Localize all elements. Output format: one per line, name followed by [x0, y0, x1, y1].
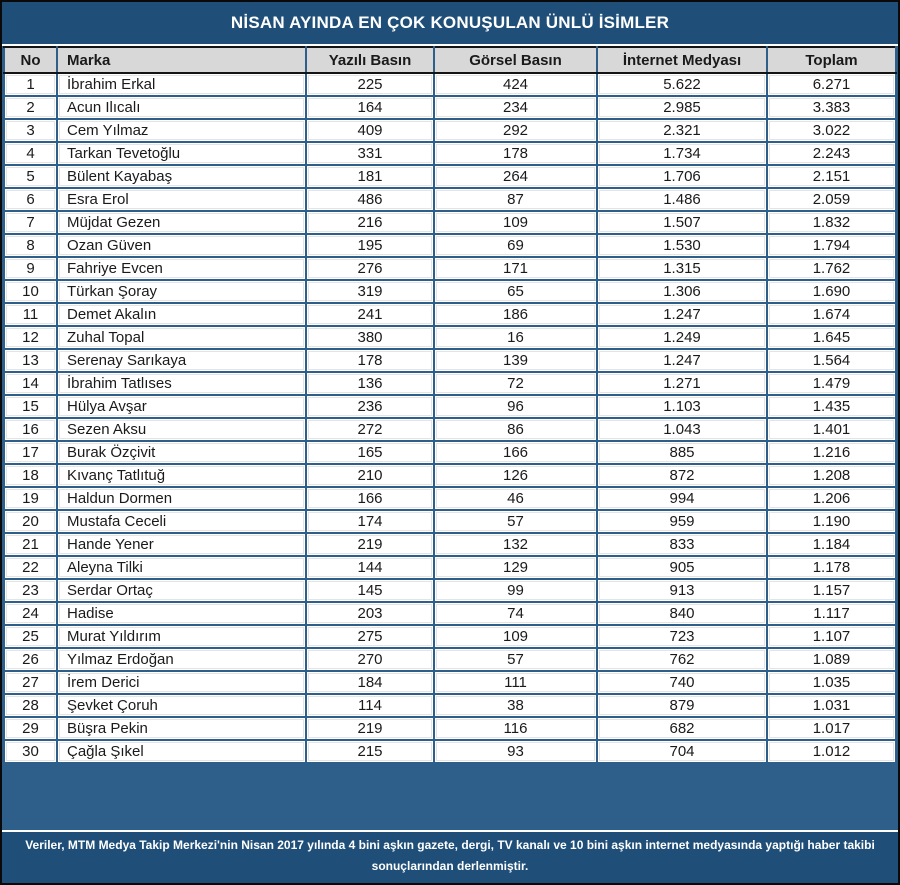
row-number-cell: 7 [4, 211, 57, 234]
table-row [4, 142, 896, 165]
table-row [4, 602, 896, 625]
value-cell: 2.985 [597, 96, 767, 119]
row-number-cell: 13 [4, 349, 57, 372]
table-row [4, 257, 896, 280]
header-row [4, 47, 896, 73]
value-cell: 219 [306, 717, 434, 740]
value-cell: 1.832 [767, 211, 896, 234]
value-cell: 171 [434, 257, 597, 280]
table-row [4, 211, 896, 234]
value-cell: 1.435 [767, 395, 896, 418]
column-header: Marka [57, 47, 306, 73]
table-row [4, 579, 896, 602]
table-row [4, 487, 896, 510]
value-cell: 2.059 [767, 188, 896, 211]
row-number-cell: 30 [4, 740, 57, 763]
value-cell: 275 [306, 625, 434, 648]
value-cell: 1.035 [767, 671, 896, 694]
row-number-cell: 15 [4, 395, 57, 418]
value-cell: 723 [597, 625, 767, 648]
value-cell: 184 [306, 671, 434, 694]
value-cell: 178 [434, 142, 597, 165]
value-cell: 272 [306, 418, 434, 441]
value-cell: 1.530 [597, 234, 767, 257]
name-cell: Tarkan Tevetoğlu [57, 142, 306, 165]
row-number-cell: 12 [4, 326, 57, 349]
value-cell: 486 [306, 188, 434, 211]
value-cell: 16 [434, 326, 597, 349]
table-row [4, 510, 896, 533]
value-cell: 1.247 [597, 349, 767, 372]
value-cell: 144 [306, 556, 434, 579]
table-row [4, 188, 896, 211]
table-row [4, 349, 896, 372]
value-cell: 96 [434, 395, 597, 418]
name-cell: Esra Erol [57, 188, 306, 211]
value-cell: 1.794 [767, 234, 896, 257]
value-cell: 1.706 [597, 165, 767, 188]
value-cell: 195 [306, 234, 434, 257]
value-cell: 905 [597, 556, 767, 579]
value-cell: 210 [306, 464, 434, 487]
title-bar [2, 2, 898, 46]
name-cell: Sezen Aksu [57, 418, 306, 441]
value-cell: 74 [434, 602, 597, 625]
table-row [4, 740, 896, 763]
row-number-cell: 3 [4, 119, 57, 142]
table-row [4, 418, 896, 441]
name-cell: Hadise [57, 602, 306, 625]
value-cell: 885 [597, 441, 767, 464]
row-number-cell: 5 [4, 165, 57, 188]
column-header: İnternet Medyası [597, 47, 767, 73]
name-cell: İbrahim Tatlıses [57, 372, 306, 395]
value-cell: 1.315 [597, 257, 767, 280]
value-cell: 186 [434, 303, 597, 326]
row-number-cell: 22 [4, 556, 57, 579]
value-cell: 1.247 [597, 303, 767, 326]
value-cell: 116 [434, 717, 597, 740]
name-cell: Hülya Avşar [57, 395, 306, 418]
row-number-cell: 20 [4, 510, 57, 533]
celebrity-mentions-table [3, 46, 897, 764]
value-cell: 1.734 [597, 142, 767, 165]
value-cell: 1.103 [597, 395, 767, 418]
name-cell: Müjdat Gezen [57, 211, 306, 234]
value-cell: 132 [434, 533, 597, 556]
name-cell: Ozan Güven [57, 234, 306, 257]
value-cell: 1.507 [597, 211, 767, 234]
value-cell: 38 [434, 694, 597, 717]
name-cell: Acun Ilıcalı [57, 96, 306, 119]
value-cell: 1.690 [767, 280, 896, 303]
name-cell: İbrahim Erkal [57, 73, 306, 96]
row-number-cell: 8 [4, 234, 57, 257]
column-header: Toplam [767, 47, 896, 73]
name-cell: Fahriye Evcen [57, 257, 306, 280]
name-cell: Haldun Dormen [57, 487, 306, 510]
table-row [4, 671, 896, 694]
table-body [4, 73, 896, 763]
value-cell: 129 [434, 556, 597, 579]
value-cell: 1.249 [597, 326, 767, 349]
table-row [4, 303, 896, 326]
value-cell: 65 [434, 280, 597, 303]
row-number-cell: 27 [4, 671, 57, 694]
name-cell: Hande Yener [57, 533, 306, 556]
value-cell: 1.190 [767, 510, 896, 533]
value-cell: 99 [434, 579, 597, 602]
table-row [4, 625, 896, 648]
table-row [4, 717, 896, 740]
value-cell: 1.117 [767, 602, 896, 625]
name-cell: Aleyna Tilki [57, 556, 306, 579]
name-cell: Serdar Ortaç [57, 579, 306, 602]
value-cell: 1.031 [767, 694, 896, 717]
value-cell: 879 [597, 694, 767, 717]
value-cell: 1.401 [767, 418, 896, 441]
table-row [4, 234, 896, 257]
name-cell: Demet Akalın [57, 303, 306, 326]
value-cell: 1.479 [767, 372, 896, 395]
value-cell: 1.184 [767, 533, 896, 556]
value-cell: 1.107 [767, 625, 896, 648]
value-cell: 1.043 [597, 418, 767, 441]
value-cell: 1.017 [767, 717, 896, 740]
value-cell: 292 [434, 119, 597, 142]
value-cell: 994 [597, 487, 767, 510]
column-header: Görsel Basın [434, 47, 597, 73]
value-cell: 740 [597, 671, 767, 694]
value-cell: 5.622 [597, 73, 767, 96]
value-cell: 380 [306, 326, 434, 349]
name-cell: Bülent Kayabaş [57, 165, 306, 188]
row-number-cell: 10 [4, 280, 57, 303]
value-cell: 69 [434, 234, 597, 257]
table-row [4, 556, 896, 579]
value-cell: 236 [306, 395, 434, 418]
row-number-cell: 25 [4, 625, 57, 648]
row-number-cell: 23 [4, 579, 57, 602]
table-row [4, 280, 896, 303]
table-row [4, 96, 896, 119]
name-cell: Çağla Şıkel [57, 740, 306, 763]
value-cell: 1.157 [767, 579, 896, 602]
row-number-cell: 18 [4, 464, 57, 487]
name-cell: Cem Yılmaz [57, 119, 306, 142]
value-cell: 174 [306, 510, 434, 533]
value-cell: 57 [434, 510, 597, 533]
value-cell: 959 [597, 510, 767, 533]
row-number-cell: 29 [4, 717, 57, 740]
value-cell: 181 [306, 165, 434, 188]
footer-note-bar [2, 830, 898, 883]
table-row [4, 73, 896, 96]
value-cell: 166 [306, 487, 434, 510]
value-cell: 1.306 [597, 280, 767, 303]
value-cell: 1.486 [597, 188, 767, 211]
value-cell: 1.674 [767, 303, 896, 326]
table-row [4, 165, 896, 188]
row-number-cell: 14 [4, 372, 57, 395]
row-number-cell: 17 [4, 441, 57, 464]
value-cell: 270 [306, 648, 434, 671]
table-row [4, 533, 896, 556]
value-cell: 215 [306, 740, 434, 763]
name-cell: Kıvanç Tatlıtuğ [57, 464, 306, 487]
name-cell: Türkan Şoray [57, 280, 306, 303]
value-cell: 166 [434, 441, 597, 464]
name-cell: Murat Yıldırım [57, 625, 306, 648]
value-cell: 1.271 [597, 372, 767, 395]
table-row [4, 464, 896, 487]
column-header: Yazılı Basın [306, 47, 434, 73]
value-cell: 93 [434, 740, 597, 763]
value-cell: 165 [306, 441, 434, 464]
value-cell: 72 [434, 372, 597, 395]
name-cell: Burak Özçivit [57, 441, 306, 464]
value-cell: 424 [434, 73, 597, 96]
value-cell: 3.383 [767, 96, 896, 119]
value-cell: 1.762 [767, 257, 896, 280]
table-container [2, 46, 898, 830]
column-header: No [4, 47, 57, 73]
name-cell: Şevket Çoruh [57, 694, 306, 717]
value-cell: 2.321 [597, 119, 767, 142]
row-number-cell: 2 [4, 96, 57, 119]
value-cell: 1.089 [767, 648, 896, 671]
value-cell: 114 [306, 694, 434, 717]
row-number-cell: 6 [4, 188, 57, 211]
row-number-cell: 24 [4, 602, 57, 625]
value-cell: 276 [306, 257, 434, 280]
name-cell: Serenay Sarıkaya [57, 349, 306, 372]
page-title: NİSAN AYINDA EN ÇOK KONUŞULAN ÜNLÜ İSİMLER [230, 13, 670, 32]
value-cell: 331 [306, 142, 434, 165]
row-number-cell: 26 [4, 648, 57, 671]
name-cell: Zuhal Topal [57, 326, 306, 349]
footer-note: Veriler, MTM Medya Takip Merkezi'nin Nisan 2017 yılında 4 bini aşkın gazete, dergi, TV kanalı ve 10 bini aşkın internet medyasında yaptığı haber takibi sonuçlarından derlenmiştir. [25, 838, 875, 873]
row-number-cell: 9 [4, 257, 57, 280]
value-cell: 57 [434, 648, 597, 671]
value-cell: 762 [597, 648, 767, 671]
value-cell: 145 [306, 579, 434, 602]
value-cell: 111 [434, 671, 597, 694]
row-number-cell: 21 [4, 533, 57, 556]
value-cell: 87 [434, 188, 597, 211]
name-cell: Büşra Pekin [57, 717, 306, 740]
row-number-cell: 19 [4, 487, 57, 510]
value-cell: 216 [306, 211, 434, 234]
value-cell: 872 [597, 464, 767, 487]
value-cell: 1.178 [767, 556, 896, 579]
value-cell: 840 [597, 602, 767, 625]
value-cell: 1.645 [767, 326, 896, 349]
value-cell: 109 [434, 625, 597, 648]
value-cell: 225 [306, 73, 434, 96]
value-cell: 139 [434, 349, 597, 372]
value-cell: 2.243 [767, 142, 896, 165]
value-cell: 219 [306, 533, 434, 556]
table-row [4, 648, 896, 671]
table-row [4, 372, 896, 395]
value-cell: 203 [306, 602, 434, 625]
table-row [4, 119, 896, 142]
row-number-cell: 4 [4, 142, 57, 165]
value-cell: 241 [306, 303, 434, 326]
value-cell: 164 [306, 96, 434, 119]
value-cell: 264 [434, 165, 597, 188]
value-cell: 319 [306, 280, 434, 303]
value-cell: 109 [434, 211, 597, 234]
table-row [4, 441, 896, 464]
value-cell: 704 [597, 740, 767, 763]
row-number-cell: 11 [4, 303, 57, 326]
value-cell: 3.022 [767, 119, 896, 142]
value-cell: 833 [597, 533, 767, 556]
table-row [4, 326, 896, 349]
value-cell: 913 [597, 579, 767, 602]
value-cell: 2.151 [767, 165, 896, 188]
value-cell: 6.271 [767, 73, 896, 96]
row-number-cell: 28 [4, 694, 57, 717]
name-cell: İrem Derici [57, 671, 306, 694]
table-row [4, 395, 896, 418]
value-cell: 1.206 [767, 487, 896, 510]
value-cell: 178 [306, 349, 434, 372]
value-cell: 86 [434, 418, 597, 441]
row-number-cell: 1 [4, 73, 57, 96]
table-row [4, 694, 896, 717]
value-cell: 136 [306, 372, 434, 395]
name-cell: Yılmaz Erdoğan [57, 648, 306, 671]
value-cell: 1.216 [767, 441, 896, 464]
row-number-cell: 16 [4, 418, 57, 441]
value-cell: 1.208 [767, 464, 896, 487]
value-cell: 126 [434, 464, 597, 487]
value-cell: 234 [434, 96, 597, 119]
value-cell: 1.564 [767, 349, 896, 372]
value-cell: 1.012 [767, 740, 896, 763]
value-cell: 46 [434, 487, 597, 510]
value-cell: 409 [306, 119, 434, 142]
name-cell: Mustafa Ceceli [57, 510, 306, 533]
value-cell: 682 [597, 717, 767, 740]
